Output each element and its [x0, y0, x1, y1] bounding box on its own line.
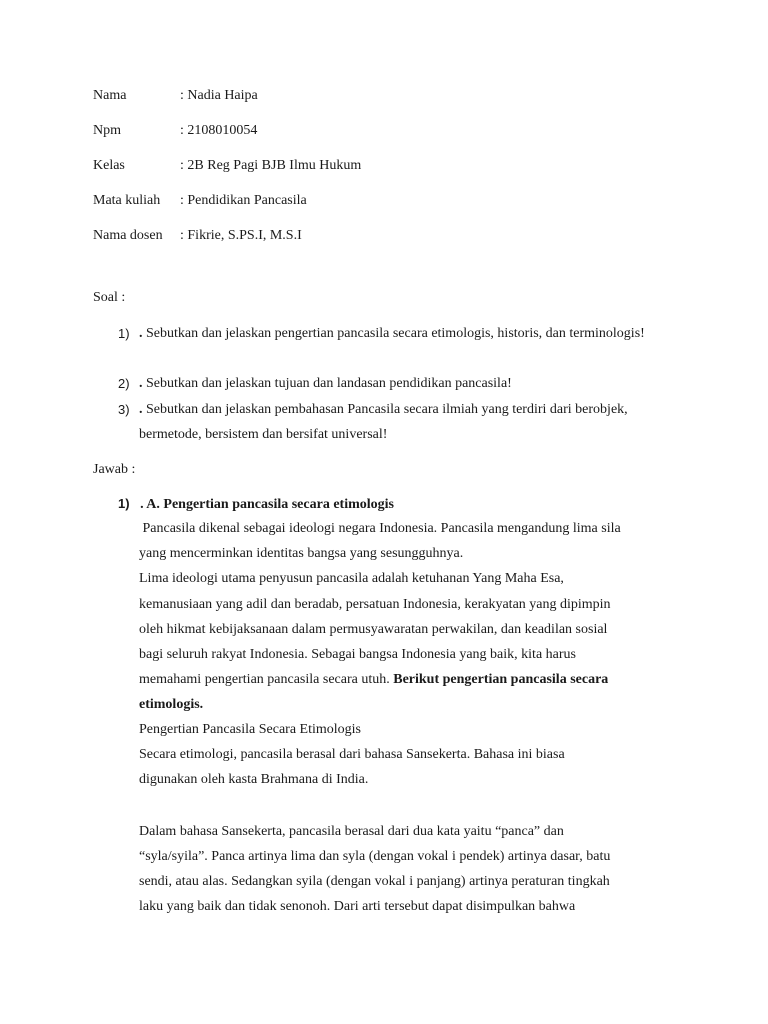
answer-line: Dalam bahasa Sansekerta, pancasila berasal dari dua kata yaitu “panca” dan [139, 824, 564, 839]
question-text [139, 371, 659, 396]
question-number: 3) [118, 402, 130, 417]
answer-line: Pancasila dikenal sebagai ideologi negara Indonesia. Pancasila mengandung lima sila [139, 521, 621, 536]
answer-line: oleh hikmat kebijaksanaan dalam permusyawaratan perwakilan, dan keadilan sosial [139, 622, 608, 637]
answer-line: yang mencerminkan identitas bangsa yang sesungguhnya. [139, 546, 464, 561]
info-key: Nama [93, 88, 127, 103]
answer-line: bagi seluruh rakyat Indonesia. Sebagai bangsa Indonesia yang baik, kita harus [139, 647, 576, 662]
info-key: Nama dosen [93, 228, 163, 243]
question-text [139, 321, 659, 346]
answer-line-bold: etimologis. [139, 697, 204, 712]
answer-line: laku yang baik dan tidak senonoh. Dari arti tersebut dapat disimpulkan bahwa [139, 899, 576, 914]
question-text [139, 397, 659, 447]
answer-text: memahami pengertian pancasila secara utuh. [139, 672, 394, 687]
info-key: Npm [93, 123, 121, 138]
answer-bold-text: Berikut pengertian pancasila secara [393, 672, 609, 687]
jawab-label: Jawab : [93, 462, 136, 477]
question-body: Sebutkan dan jelaskan tujuan dan landasan pendidikan pancasila! [142, 376, 512, 391]
answer-line [139, 670, 608, 690]
answer-line: kemanusiaan yang adil dan beradab, persatuan Indonesia, kerakyatan yang dipimpin [139, 597, 611, 612]
answer-heading-text: . A. Pengertian pancasila secara etimologis [129, 497, 394, 512]
info-value: : Pendidikan Pancasila [180, 193, 307, 208]
answer-line: Secara etimologi, pancasila berasal dari bahasa Sansekerta. Bahasa ini biasa [139, 747, 565, 762]
question-number: 2) [118, 376, 130, 391]
answer-line: Lima ideologi utama penyusun pancasila adalah ketuhanan Yang Maha Esa, [139, 571, 564, 586]
soal-label: Soal : [93, 290, 126, 305]
answer-subheading: Pengertian Pancasila Secara Etimologis [139, 722, 361, 737]
question-dot: . [139, 376, 143, 391]
question-dot: . [139, 326, 143, 341]
answer-number: 1) [118, 496, 130, 511]
question-number: 1) [118, 326, 130, 341]
answer-line: sendi, atau alas. Sedangkan syila (dengan vokal i panjang) artinya peraturan tingkah [139, 874, 610, 889]
question-body: Sebutkan dan jelaskan pembahasan Pancasila secara ilmiah yang terdiri dari berobjek, bermetode, bersistem dan bersifat universal! [139, 402, 628, 442]
info-key: Kelas [93, 158, 125, 173]
info-value: : 2108010054 [180, 123, 258, 138]
question-body: Sebutkan dan jelaskan pengertian pancasila secara etimologis, historis, dan terminologis! [142, 326, 645, 341]
info-value: : Fikrie, S.PS.I, M.S.I [180, 228, 302, 243]
answer-line: “syla/syila”. Panca artinya lima dan syla (dengan vokal i pendek) artinya dasar, batu [139, 849, 611, 864]
answer-line: digunakan oleh kasta Brahmana di India. [139, 772, 369, 787]
info-key: Mata kuliah [93, 193, 161, 208]
question-dot: . [139, 402, 143, 417]
info-value: : Nadia Haipa [180, 88, 258, 103]
answer-heading [118, 494, 394, 515]
info-value: : 2B Reg Pagi BJB Ilmu Hukum [180, 158, 362, 173]
